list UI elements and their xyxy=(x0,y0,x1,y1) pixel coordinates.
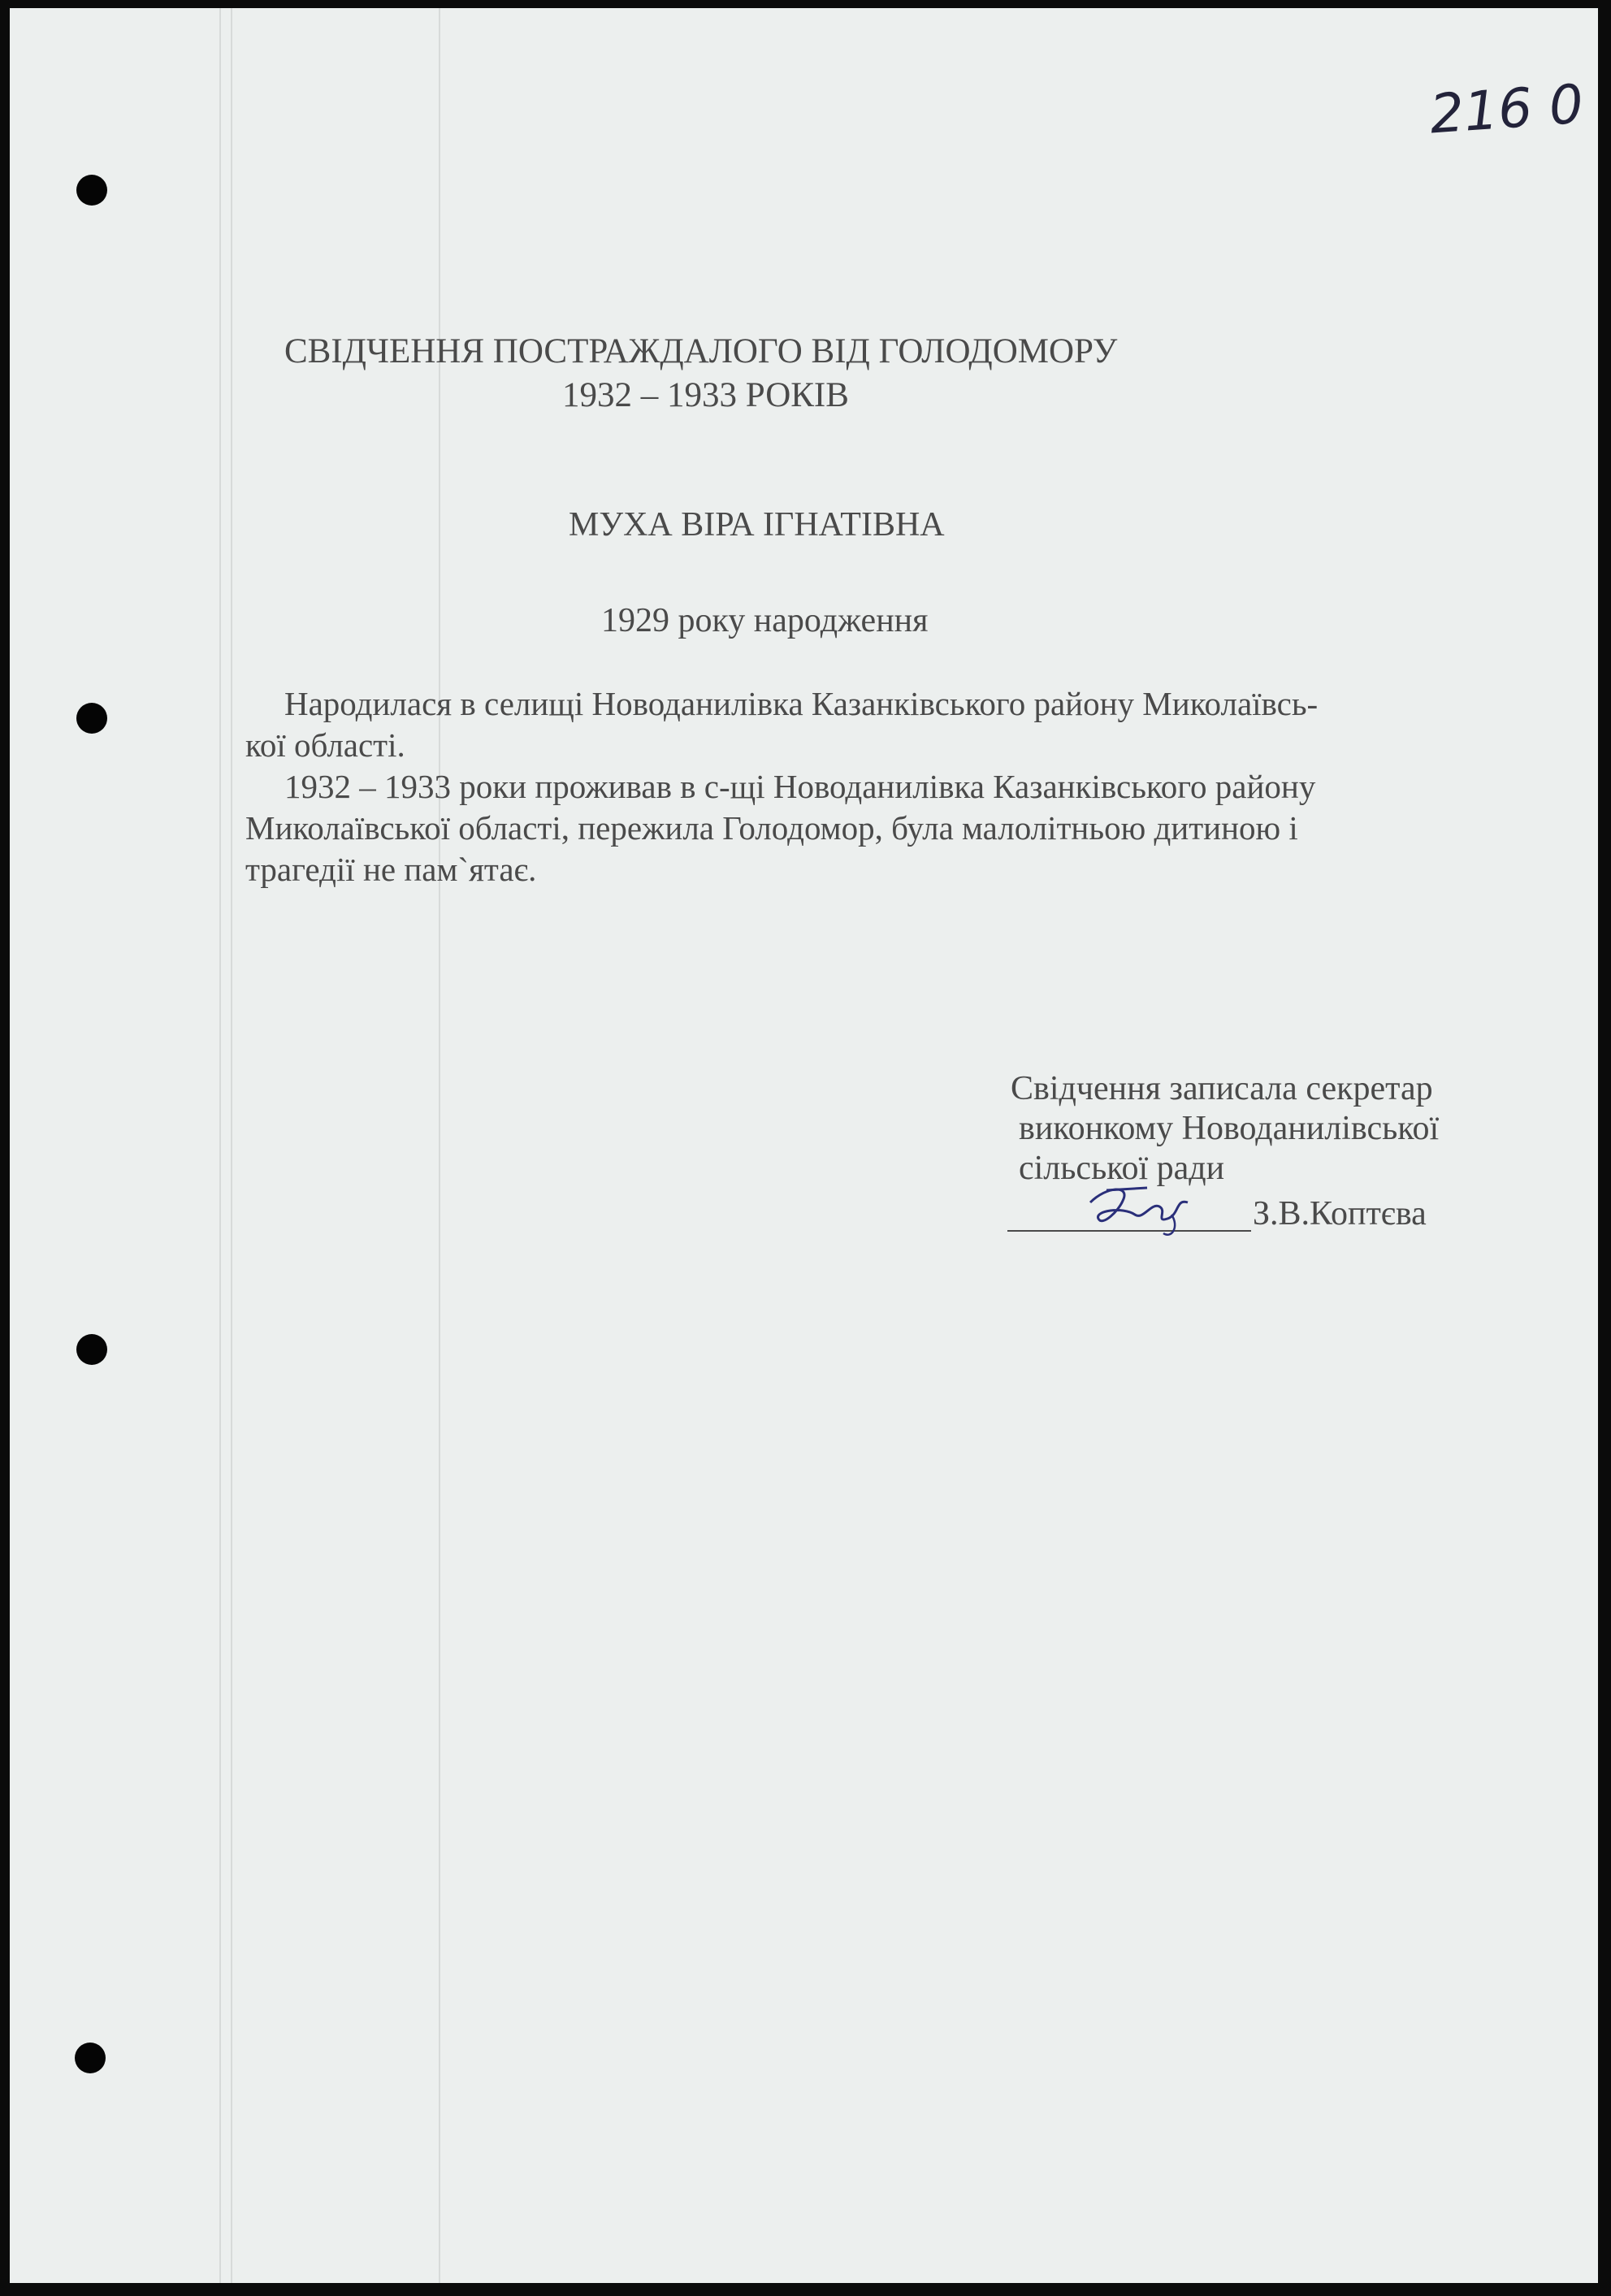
document-page xyxy=(10,8,1598,2283)
body-line: трагедії не пам`ятає. xyxy=(245,851,537,888)
body-line: 1932 – 1933 роки проживав в с-щі Новоданилівка Казанківського району xyxy=(284,768,1316,805)
handwritten-signature xyxy=(1074,1170,1220,1243)
document-title-years: 1932 – 1933 РОКІВ xyxy=(562,376,849,414)
signature-caption: сільської ради xyxy=(1019,1150,1225,1187)
fold-line xyxy=(231,8,232,2283)
document-title: СВІДЧЕННЯ ПОСТРАЖДАЛОГО ВІД ГОЛОДОМОРУ xyxy=(284,332,1118,370)
fold-line xyxy=(219,8,221,2283)
body-line: кої області. xyxy=(245,726,405,764)
punch-hole xyxy=(75,2043,106,2073)
signature-caption: виконкому Новоданилівської xyxy=(1019,1110,1440,1147)
punch-hole xyxy=(76,703,107,734)
body-line: Народилася в селищі Новоданилівка Казанківського району Миколаївсь- xyxy=(284,685,1319,722)
punch-hole xyxy=(76,175,107,206)
signature-caption: Свідчення записала секретар xyxy=(1011,1070,1433,1107)
signer-name: З.В.Коптєва xyxy=(1253,1195,1427,1232)
birth-info: 1929 року народження xyxy=(601,602,929,639)
witness-name: МУХА ВІРА ІГНАТІВНА xyxy=(569,506,945,544)
punch-hole xyxy=(76,1334,107,1365)
page-number: 216 0 xyxy=(1427,72,1586,146)
body-line: Миколаївської області, пережила Голодомор, була малолітньою дитиною і xyxy=(245,809,1298,847)
